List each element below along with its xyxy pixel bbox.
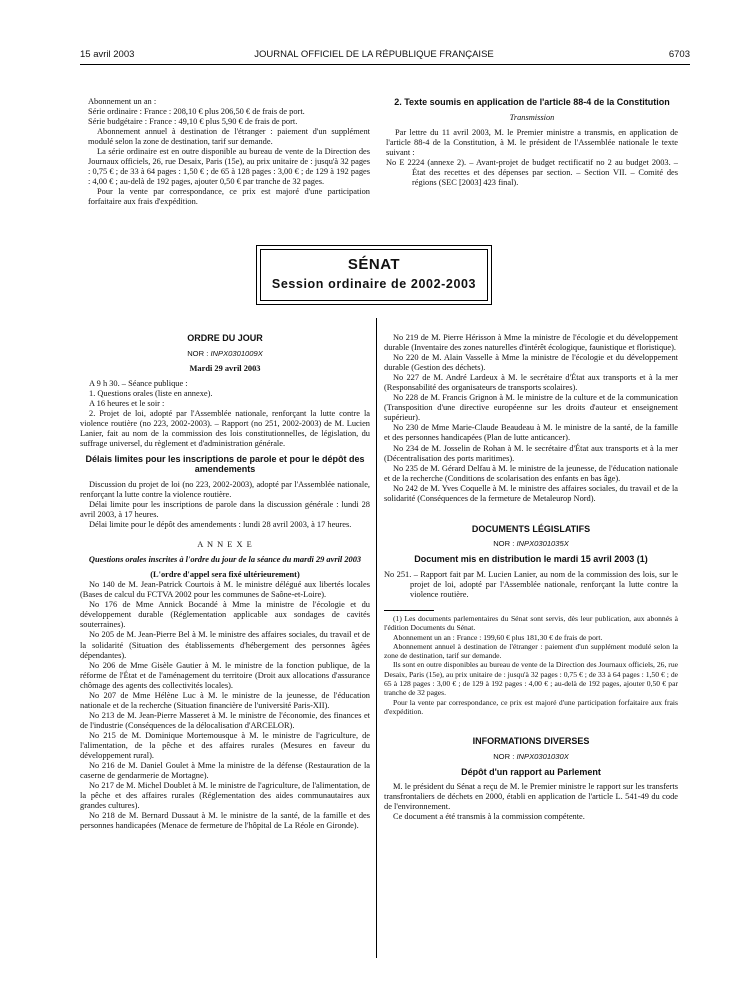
question-item: No 227 de M. André Lardeux à M. le secrétaire d'État aux transports et à la mer (Responsabilité des organisateurs de transports scolaires).	[384, 373, 678, 393]
question-item: No 230 de Mme Marie-Claude Beaudeau à M. le ministre de la santé, de la famille et des personnes handicapées (Plan de lutte anticancer).	[384, 423, 678, 443]
paragraph: Par lettre du 11 avril 2003, M. le Premier ministre a transmis, en application de l'article 88-4 de la Constitution, à M. le président de l'Assemblée nationale le texte suivant :	[386, 127, 678, 157]
annexe-title: A N N E X E	[197, 540, 253, 550]
question-item: No 220 de M. Alain Vasselle à Mme la ministre de l'écologie et du développement durable (Gestion des déchets).	[384, 353, 678, 373]
page-number: 6703	[668, 49, 690, 60]
session-title: Session ordinaire de 2002-2003	[271, 277, 477, 291]
question-item: No 234 de M. Josselin de Rohan à M. le secrétaire d'État aux transports et à la mer (Décentralisation des ports maritimes).	[384, 443, 678, 463]
column-divider	[376, 318, 377, 958]
nor-label: NOR :	[493, 539, 515, 549]
question-item: No 207 de Mme Hélène Luc à M. le ministre de la jeunesse, de l'éducation nationale et de la recherche (Situation financière de l'université Paris-XII).	[80, 690, 370, 710]
subscription-line: Abonnement un an :	[88, 97, 157, 106]
nor-reference	[384, 752, 678, 762]
subscription-mail: Pour la vente par correspondance, ce prix est majoré d'une participation forfaitaire aux frais d'expédition.	[88, 187, 370, 207]
info-title: INFORMATIONS DIVERSES	[472, 736, 590, 747]
question-item: No 140 de M. Jean-Patrick Courtois à M. le ministre délégué aux libertés locales (Bases de calcul du FCTVA 2002 pour les communes de Saône-et-Loire).	[80, 580, 370, 600]
agenda-line: A 16 heures et le soir :	[89, 398, 165, 408]
question-item: No 219 de M. Pierre Hérisson à Mme la ministre de l'écologie et du développement durable (Inventaire des zones naturelles d'intérêt écologique, faunistique et floristique).	[384, 333, 678, 353]
documents-subtitle: Document mis en distribution le mardi 15 avril 2003 (1)	[414, 554, 648, 565]
subscription-line: Série budgétaire : France : 49,10 € plus 5,90 € de frais de port.	[88, 117, 298, 127]
nor-value: INPX0301035X	[516, 539, 569, 549]
paragraph: M. le président du Sénat a reçu de M. le Premier ministre le rapport sur les transferts transfrontaliers de déchets en 2000, établi en application de l'article L. 541-49 du code de l'environnement.	[384, 782, 678, 812]
header-rule	[80, 64, 690, 65]
footnote: Ils sont en outre disponibles au bureau de vente de la Direction des Journaux officiels, 26, rue Desaix, Paris (15e), au prix unitaire de : jusqu'à 32 pages : 0,75 € ; de 33 à 64 pages : 1,50 € ; de 65 à 128 pages : 3,00 € ; de 129 à 192 pages : 4,00 € ; au-delà de 192 pages, ajouter 0,50 € par tranche de 32 pages.	[384, 660, 678, 698]
question-item: No 242 de M. Yves Coquelle à M. le ministre des affaires sociales, du travail et de la solidarité (Conséquences de la fermeture de Metaleurop Nord).	[384, 483, 678, 503]
question-item: No 206 de Mme Gisèle Gautier à M. le ministre de la fonction publique, de la réforme de l'État et de l'aménagement du territoire (Droit aux allocations d'assurance chômage des agents des collectivités locales).	[80, 660, 370, 690]
paragraph: No E 2224 (annexe 2). – Avant-projet de budget rectificatif no 2 au budget 2003. – État des recettes et des dépenses par section. – Section VII. – Comité des régions (SEC [2003] 423 final).	[386, 157, 678, 187]
delais-title: Délais limites pour les inscriptions de parole et pour le dépôt des amendements	[85, 453, 365, 475]
nor-label: NOR :	[493, 751, 515, 761]
annexe-note: (L'ordre d'appel sera fixé ultérieurement)	[150, 570, 300, 580]
page-header	[0, 49, 748, 63]
agenda-line: 1. Questions orales (liste en annexe).	[89, 388, 213, 398]
question-item: No 235 de M. Gérard Delfau à M. le ministre de la jeunesse, de l'éducation nationale et de la recherche (Conditions de scolarisation des enfants en bas âge).	[384, 463, 678, 483]
article-88-4-section	[386, 97, 678, 188]
subscription-sales: La série ordinaire est en outre disponible au bureau de vente de la Direction des Journaux officiels, 26, rue Desaix, Paris (15e), au prix unitaire de : jusqu'à 32 pages : 0,75 € ; de 33 à 64 pages : 1,50 € ; de 65 à 128 pages : 3,00 € ; de 129 à 192 pages : 4,00 € ; au-delà de 192 pages, ajouter 0,50 € par tranche de 32 pages.	[88, 147, 370, 187]
nor-label: NOR :	[187, 348, 209, 358]
ordre-du-jour-title: ORDRE DU JOUR	[187, 333, 263, 343]
question-item: No 217 de M. Michel Doublet à M. le ministre de l'agriculture, de l'alimentation, de la pêche et des affaires rurales (Réglementation des aides communautaires aux grandes cultures).	[80, 781, 370, 811]
paragraph: Ce document a été transmis à la commission compétente.	[393, 812, 585, 822]
delais-line: Délai limite pour les inscriptions de parole dans la discussion générale : lundi 28 avril 2003, à 17 heures.	[80, 499, 370, 520]
section-heading: 2. Texte soumis en application de l'article 88-4 de la Constitution	[394, 97, 670, 107]
question-item: No 215 de M. Dominique Mortemousque à M. le ministre de l'agriculture, de l'alimentation, de la pêche et des affaires rurales (Mesures en faveur du développement rural).	[80, 730, 370, 761]
header-title: JOURNAL OFFICIEL DE LA RÉPUBLIQUE FRANÇAISE	[254, 49, 494, 60]
question-item: No 176 de Mme Annick Bocandé à Mme la ministre de l'écologie et du développement durable (Réglementation applicable aux sondages de cavités souterraines).	[80, 600, 370, 630]
delais-line: Délai limite pour le dépôt des amendements : lundi 28 avril 2003, à 17 heures.	[89, 520, 352, 530]
subscription-info	[88, 97, 370, 208]
agenda-line: A 9 h 30. – Séance publique :	[89, 378, 188, 388]
question-item: No 205 de M. Jean-Pierre Bel à M. le ministre des affaires sociales, du travail et de la solidarité (Situation des établissements d'hébergement des personnes âgées dépendantes).	[80, 630, 370, 660]
annexe-subtitle: Questions orales inscrites à l'ordre du jour de la séance du mardi 29 avril 2003	[88, 555, 362, 565]
footnote-rule	[384, 610, 434, 611]
footnote: (1) Les documents parlementaires du Sénat sont servis, dès leur publication, aux abonnés à l'édition Documents du Sénat.	[384, 613, 678, 633]
nor-value: INPX0301030X	[516, 751, 569, 761]
footnote: Abonnement annuel à destination de l'étranger : paiement d'un supplément modulé selon la zone de destination, tarif sur demande.	[384, 641, 678, 661]
subscription-line: Série ordinaire : France : 208,10 € plus 206,50 € de frais de port.	[88, 107, 305, 117]
senat-title: SÉNAT	[347, 256, 401, 273]
question-item: No 213 de M. Jean-Pierre Masseret à M. le ministre de l'économie, des finances et de l'industrie (Conséquences de la délocalisation d'ARCELOR).	[80, 710, 370, 730]
footnote: Abonnement un an : France : 199,60 € plus 181,30 € de frais de port.	[393, 632, 603, 642]
senat-title-box	[256, 245, 492, 305]
nor-reference	[384, 539, 678, 549]
nor-value: INPX0301009X	[210, 348, 263, 358]
footnote: Pour la vente par correspondance, ce prix est majoré d'une participation forfaitaire aux frais d'expédition.	[384, 697, 678, 716]
info-subtitle: Dépôt d'un rapport au Parlement	[461, 766, 601, 777]
delais-line: Discussion du projet de loi (no 223, 2002-2003), adopté par l'Assemblée nationale, renforçant la lutte contre la violence routière.	[80, 479, 370, 499]
header-date: 15 avril 2003	[80, 49, 135, 60]
document-item: No 251. – Rapport fait par M. Lucien Lanier, au nom de la commission des lois, sur le projet de loi, adopté par l'Assemblée nationale, renforçant la lutte contre la violence routière.	[384, 569, 678, 599]
right-column	[384, 333, 678, 822]
subscription-foreign: Abonnement annuel à destination de l'étranger : paiement d'un supplément modulé selon la zone de destination, tarif sur demande.	[88, 127, 370, 147]
question-item: No 218 de M. Bernard Dussaut à M. le ministre de la santé, de la famille et des personnes handicapées (Menace de fermeture de l'hôpital de La Réole en Gironde).	[80, 811, 370, 831]
nor-reference	[80, 349, 370, 359]
session-date: Mardi 29 avril 2003	[189, 363, 261, 373]
left-column	[80, 333, 370, 831]
question-item: No 228 de M. Francis Grignon à M. le ministre de la culture et de la communication (Transposition d'une directive européenne sur les droits d'auteur et enseignement supérieur).	[384, 393, 678, 423]
agenda-line: 2. Projet de loi, adopté par l'Assemblée nationale, renforçant la lutte contre la violence routière (no 223, 2002-2003). – Rapport (no 251, 2002-2003) de M. Lucien Lanier, fait au nom de la commission des lois constitutionnelles, de législation, du suffrage universel, du règlement et d'administration générale.	[80, 408, 370, 448]
section-subheading: Transmission	[509, 112, 555, 122]
question-item: No 216 de M. Daniel Goulet à Mme la ministre de la défense (Restauration de la caserne de gendarmerie de Mortagne).	[80, 761, 370, 781]
documents-title: DOCUMENTS LÉGISLATIFS	[471, 523, 591, 534]
